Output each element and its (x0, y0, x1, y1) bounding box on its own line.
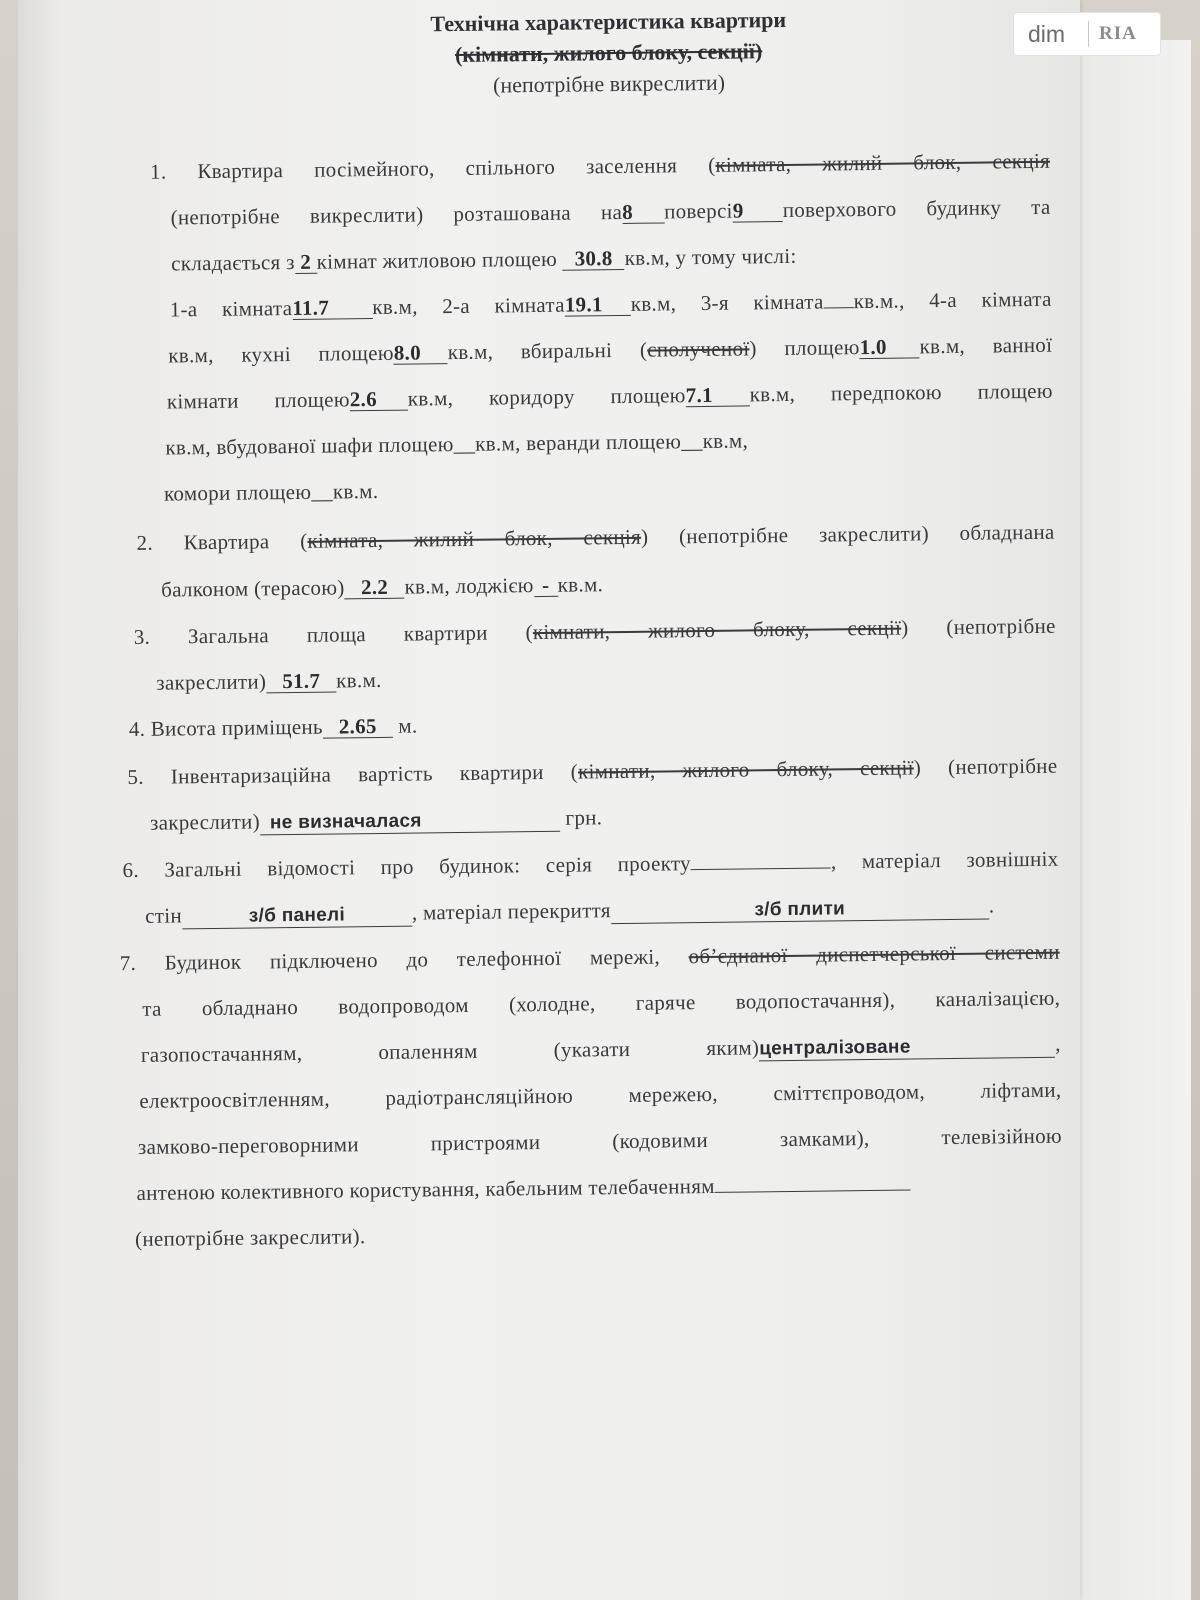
room1-value: 11.7 (292, 296, 372, 320)
underlying-page (1070, 40, 1191, 1600)
toilet-value: 1.0 (859, 335, 919, 359)
item3-line1: 3. Загальна площа квартири (кімнати, жилого блоку, секції) (непотрібне (133, 613, 1056, 649)
watermark-separator (1088, 21, 1089, 47)
height-value: 2.65 (323, 715, 393, 739)
heading-note: (непотрібне викреслити) (492, 69, 726, 98)
item5-line2: закреслити) не визначалася грн. (149, 805, 603, 835)
item3-line2: закреслити) 51.7 кв.м. (156, 667, 382, 695)
document-content (18, 0, 1080, 1600)
corridor-value: 7.1 (686, 383, 750, 407)
kitchen-value: 8.0 (394, 341, 448, 365)
item7-line3: газопостачанням, опаленням (указати яким)централізоване , (140, 1031, 1061, 1067)
item7-line7: (непотрібне закреслити). (134, 1224, 366, 1251)
floor-value: 8 (622, 200, 664, 224)
room3-blank (824, 307, 854, 308)
item1-line5: кв.м, кухні площею8.0 кв.м, вбиральні (сполученої) площею1.0 кв.м, ванної (168, 332, 1053, 368)
cable-tv-blank (715, 1190, 911, 1193)
item1-line8: комори площею__кв.м. (163, 478, 379, 506)
item1-line3: складається з 2 кімнат житловою площею 30.8 кв.м, у тому числі: (171, 243, 797, 276)
item1-line4: 1-а кімната11.7 кв.м, 2-а кімната19.1 кв.м, 3-я кімната кв.м., 4-а кімната (169, 286, 1052, 322)
item1-line6: кімнати площею2.6 кв.м, коридору площею7.1 кв.м, передпокою площею (166, 378, 1053, 414)
item1-line7: кв.м, вбудованої шафи площею__кв.м, веранди площею__кв.м, (165, 428, 749, 460)
heading-subtitle-struck: (кімнати, жилого блоку, секції) (454, 38, 763, 67)
item6-line2: стін з/б панелі , матеріал перекриття з/б плити . (145, 893, 995, 928)
project-series-blank (691, 867, 831, 870)
balcony-value: 2.2 (344, 576, 404, 600)
item1-line2: (непотрібне викреслити) розташована на8 поверсі9 поверхового будинку та (170, 194, 1051, 230)
total-area-value: 51.7 (266, 669, 336, 693)
item2-line2: балконом (терасою) 2.2 кв.м, лоджією - кв.м. (161, 572, 604, 602)
item7-line2: та обладнано водопроводом (холодне, гаряче водопостачання), каналізацією, (142, 985, 1061, 1021)
inventory-value: не визначалася (260, 809, 560, 836)
item7-line4: електроосвітленням, радіотрансляційною мережею, сміттєпроводом, ліфтами, (139, 1077, 1062, 1113)
watermark-ria: RIA (1099, 23, 1137, 44)
item-4: 4. Висота приміщень 2.65 м. (128, 713, 418, 742)
rooms-value: 2 (295, 251, 317, 274)
item7-line1: 7. Будинок підключено до телефонної мережі, об’єднаної диспетчерської системи (119, 939, 1060, 976)
ceiling-material-value: з/б плити (611, 897, 989, 925)
living-area-value: 30.8 (562, 247, 624, 271)
item2-line1: 2. Квартира (кімната, жилий блок, секція) (непотрібне закреслити) обладнана (136, 519, 1055, 555)
item7-line5: замково-переговорними пристроями (кодовими замками), телевізійною (137, 1123, 1063, 1159)
watermark-dim: dim (1028, 20, 1066, 47)
dimria-watermark-logo (1013, 12, 1161, 56)
document-heading (298, 2, 919, 103)
item6-line1: 6. Загальні відомості про будинок: серія проекту , матеріал зовнішніх (122, 846, 1059, 883)
heating-value: централізоване (759, 1035, 1055, 1062)
floors-total-value: 9 (733, 199, 783, 223)
document-page (18, 0, 1080, 1600)
walls-material-value: з/б панелі (182, 904, 412, 930)
item5-line1: 5. Інвентаризаційна вартість квартири (кімнати, жилого блоку, секції) (непотрібне (127, 753, 1058, 790)
heading-title: Технічна характеристика квартири (430, 6, 787, 37)
loggia-value: - (534, 574, 558, 597)
bathroom-value: 2.6 (350, 388, 408, 412)
item1-line1: 1. Квартира посімейного, спільного заселення (кімната, жилий блок, секція (149, 148, 1051, 184)
room2-value: 19.1 (565, 293, 631, 317)
item7-line6: антеною колективного користування, кабельним телебаченням (136, 1161, 911, 1216)
